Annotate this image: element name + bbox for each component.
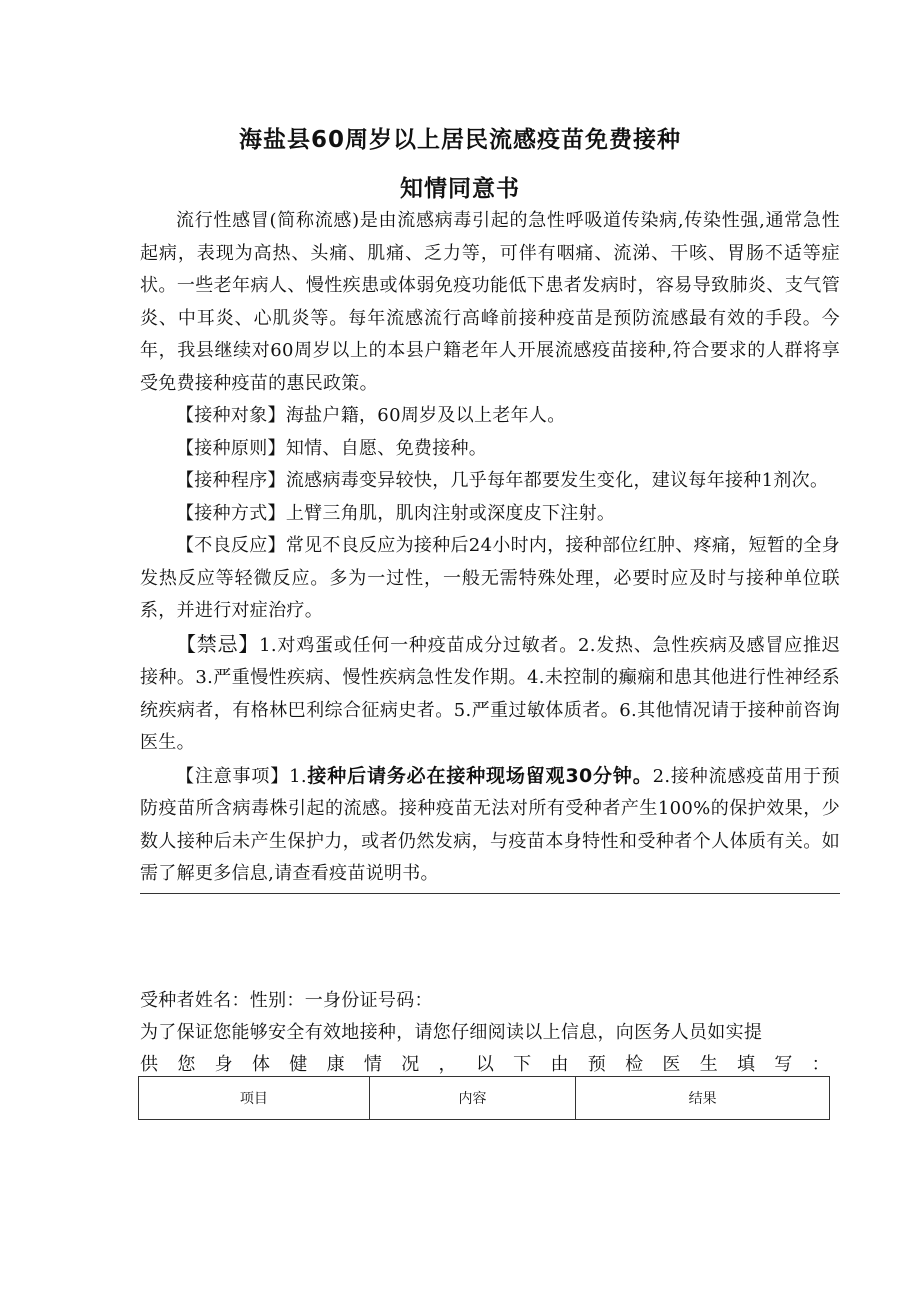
- document-title: 海盐县60周岁以上居民流感疫苗免费接种: [238, 127, 681, 153]
- instruction-char: 填: [737, 1054, 756, 1075]
- instruction-char: 由: [550, 1054, 569, 1075]
- instruction-char: 况: [401, 1054, 420, 1075]
- instruction-char: 健: [289, 1054, 308, 1075]
- procedure-label: 【接种程序】: [176, 470, 286, 491]
- instruction-char: 供: [140, 1054, 159, 1075]
- document-subtitle: 知情同意书: [400, 176, 520, 202]
- recipient-info-line: 受种者姓名：性别：一身份证号码：: [140, 990, 433, 1011]
- notes-emphasis: 接种后请务必在接种现场留观30分钟。: [306, 764, 653, 787]
- precheck-table: [138, 1076, 830, 1120]
- instruction-char: ，: [438, 1054, 457, 1075]
- notes-number: 1.: [289, 765, 307, 787]
- reaction-paragraph: [140, 530, 840, 628]
- principle-paragraph: [140, 433, 840, 466]
- instruction-char: 情: [363, 1054, 383, 1075]
- target-label: 【接种对象】: [176, 405, 286, 426]
- column-header-item: 项目: [139, 1077, 370, 1120]
- instruction-char: 您: [177, 1054, 196, 1075]
- notes-paragraph: [140, 760, 840, 894]
- contraindication-text: 1.对鸡蛋或任何一种疫苗成分过敏者。2.发热、急性疾病及感冒应推迟接种。3.严重慢性疾病、慢性疾病急性发作期。4.未控制的癫痫和患其他进行性神经系统疾病者，有格林巴利综合征病史者。5.严重过敏体质者。6.其他情况请于接种前咨询医生。: [140, 634, 841, 753]
- intro-paragraph: 流行性感冒(简称流感)是由流感病毒引起的急性呼吸道传染病,传染性强,通常急性起病，表现为高热、头痛、肌痛、乏力等，可伴有咽痛、流涕、干咳、胃肠不适等症状。一些老年病人、慢性疾患或体弱免疫功能低下患者发病时，容易导致肺炎、支气管炎、中耳炎、心肌炎等。每年流感流行高峰前接种疫苗是预防流感最有效的手段。今年，我县继续对60周岁以上的本县户籍老年人开展流感疫苗接种,符合要求的人群将享受免费接种疫苗的惠民政策。: [140, 210, 840, 394]
- document-body: [140, 205, 840, 894]
- column-header-result: 结果: [576, 1077, 830, 1120]
- procedure-paragraph: [140, 465, 840, 498]
- notes-label: 【注意事项】: [176, 765, 290, 787]
- recipient-form: [140, 985, 830, 1081]
- method-text: 上臂三角肌，肌肉注射或深度皮下注射。: [285, 502, 616, 524]
- instruction-char: 康: [326, 1054, 345, 1075]
- instruction-char: 生: [699, 1054, 718, 1075]
- table-header-row: [139, 1077, 830, 1120]
- method-label: 【接种方式】: [176, 502, 286, 524]
- method-paragraph: [140, 498, 840, 531]
- instruction-char: 医: [662, 1054, 681, 1075]
- reaction-label: 【不良反应】: [176, 535, 286, 556]
- target-paragraph: [140, 400, 840, 433]
- instruction-char: 检: [625, 1054, 644, 1075]
- reaction-text: 常见不良反应为接种后24小时内，接种部位红肿、疼痛，短暂的全身发热反应等轻微反应。多为一过性，一般无需特殊处理，必要时应及时与接种单位联系，并进行对症治疗。: [140, 535, 841, 621]
- instruction-char: ：: [811, 1054, 830, 1075]
- target-text: 海盐户籍，60周岁及以上老年人。: [285, 405, 566, 426]
- notes-text: 2.接种流感疫苗用于预防疫苗所含病毒株引起的流感。接种疫苗无法对所有受种者产生100%的保护效果，少数人接种后未产生保护力，或者仍然发病，与疫苗本身特性和受种者个人体质有关。如需了解更多信息,请查看疫苗说明书。: [140, 765, 840, 884]
- instruction-char: 写: [774, 1054, 793, 1075]
- instruction-char: 预: [587, 1054, 607, 1075]
- instruction-char: 下: [513, 1054, 532, 1075]
- instruction-line-1: 为了保证您能够安全有效地接种，请您仔细阅读以上信息，向医务人员如实提: [140, 1022, 763, 1043]
- contraindication-label: 【禁忌】: [176, 631, 260, 656]
- instruction-char: 体: [251, 1054, 271, 1075]
- contraindication-paragraph: [140, 628, 840, 760]
- instruction-char: 以: [475, 1054, 495, 1075]
- column-header-content: 内容: [369, 1077, 576, 1120]
- instruction-char: 身: [214, 1054, 233, 1075]
- principle-text: 知情、自愿、免费接种。: [285, 437, 488, 459]
- procedure-text: 流感病毒变异较快，几乎每年都要发生变化，建议每年接种1剂次。: [285, 470, 829, 491]
- principle-label: 【接种原则】: [176, 437, 286, 459]
